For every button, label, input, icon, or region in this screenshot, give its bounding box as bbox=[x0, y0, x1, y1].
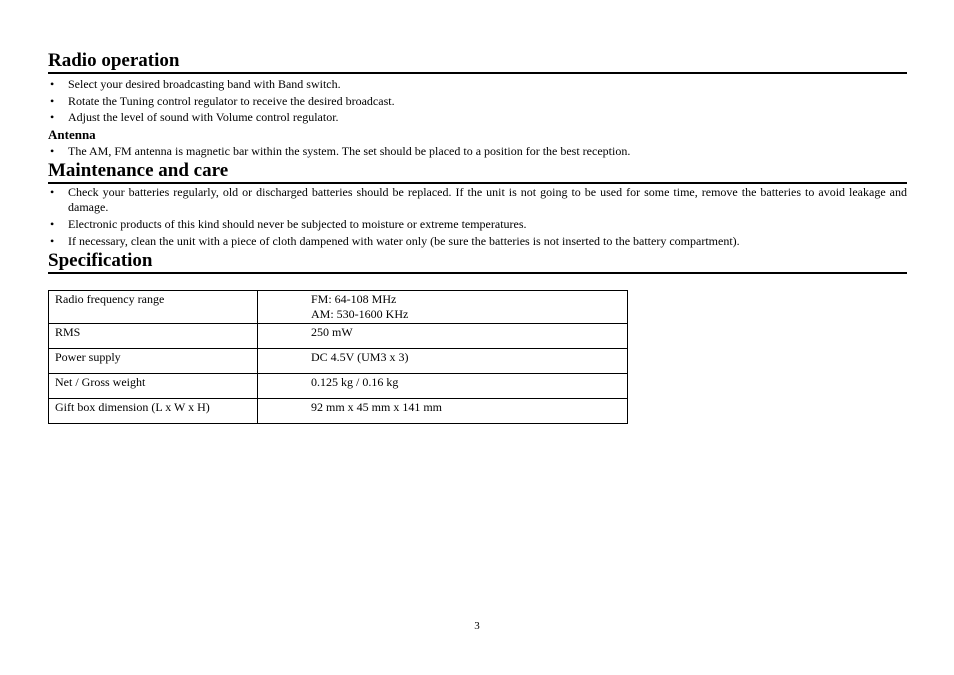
list-item: • Rotate the Tuning control regulator to receive the desired broadcast. bbox=[50, 93, 395, 108]
spec-value bbox=[258, 291, 628, 324]
spec-value: 92 mm x 45 mm x 141 mm bbox=[258, 399, 628, 424]
bullet-icon: • bbox=[50, 185, 55, 200]
list-item: • Electronic products of this kind should never be subjected to moisture or extreme temperatures. bbox=[50, 216, 527, 231]
heading-antenna: Antenna bbox=[48, 126, 96, 142]
maintenance-list bbox=[48, 185, 907, 248]
radio-operation-list bbox=[48, 77, 907, 125]
spec-label: RMS bbox=[49, 324, 258, 349]
table-row bbox=[49, 324, 628, 349]
bullet-icon: • bbox=[50, 233, 55, 248]
list-item: • If necessary, clean the unit with a piece of cloth dampened with water only (be sure the batteries is not inserted to the battery compartment). bbox=[50, 233, 740, 248]
spec-value-line: AM: 530-1600 KHz bbox=[311, 307, 409, 322]
manual-page bbox=[48, 0, 907, 424]
heading-maintenance-and-care: Maintenance and care bbox=[48, 160, 907, 184]
list-item: • Select your desired broadcasting band with Band switch. bbox=[50, 77, 341, 91]
specification-table bbox=[48, 290, 628, 424]
table-row bbox=[49, 374, 628, 399]
spec-label: Net / Gross weight bbox=[49, 374, 258, 399]
list-item: • The AM, FM antenna is magnetic bar within the system. The set should be placed to a position for the best reception. bbox=[50, 143, 631, 158]
spec-label: Radio frequency range bbox=[49, 291, 258, 324]
table-row bbox=[49, 349, 628, 374]
bullet-icon: • bbox=[50, 216, 55, 231]
spec-label: Gift box dimension (L x W x H) bbox=[49, 399, 258, 424]
antenna-list bbox=[48, 144, 907, 159]
list-item: • Check your batteries regularly, old or discharged batteries should be replaced. If the unit is not going to be used for some time, remove the batteries to avoid leakage and damage. bbox=[50, 185, 907, 215]
spec-value: 0.125 kg / 0.16 kg bbox=[258, 374, 628, 399]
bullet-icon: • bbox=[50, 93, 55, 108]
page-number: 3 bbox=[474, 620, 480, 632]
spec-value: 250 mW bbox=[258, 324, 628, 349]
table-row bbox=[49, 291, 628, 324]
heading-specification: Specification bbox=[48, 250, 907, 274]
spec-value-line: FM: 64-108 MHz bbox=[311, 292, 397, 307]
bullet-icon: • bbox=[50, 77, 55, 91]
bullet-icon: • bbox=[50, 143, 55, 158]
heading-radio-operation: Radio operation bbox=[48, 50, 907, 74]
spec-label: Power supply bbox=[49, 349, 258, 374]
bullet-icon: • bbox=[50, 110, 55, 125]
spec-value: DC 4.5V (UM3 x 3) bbox=[258, 349, 628, 374]
list-item: • Adjust the level of sound with Volume control regulator. bbox=[50, 110, 339, 125]
table-row bbox=[49, 399, 628, 424]
